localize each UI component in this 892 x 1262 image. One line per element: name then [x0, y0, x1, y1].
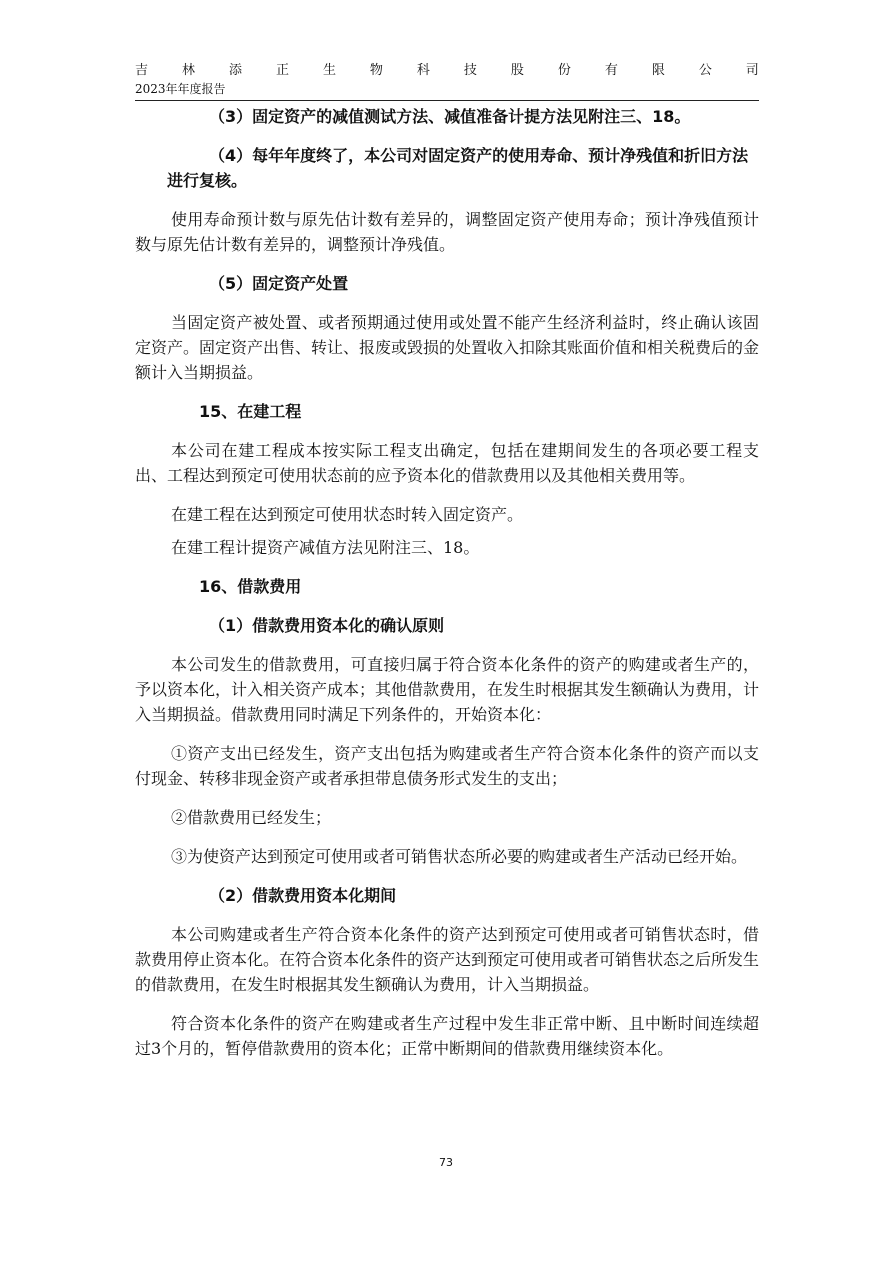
paragraph-capitalization-principle: 本公司发生的借款费用，可直接归属于符合资本化条件的资产的购建或者生产的，予以资本化，计入相关资产成本；其他借款费用，在发生时根据其发生额确认为费用，计入当期损益。借款费用同时满足下列条件的，开始资本化：	[135, 655, 760, 724]
heading-impairment: （3）固定资产的减值测试方法、减值准备计提方法见附注三、18。	[209, 107, 691, 126]
heading-construction-in-progress: 15、在建工程	[199, 402, 302, 421]
company-name	[135, 62, 759, 80]
company-char: 限	[651, 63, 665, 78]
company-char: 有	[604, 63, 618, 78]
heading-capitalization-principle: （1）借款费用资本化的确认原则	[209, 616, 445, 635]
heading-disposal: （5）固定资产处置	[209, 274, 349, 293]
paragraph-review: 使用寿命预计数与原先估计数有差异的，调整固定资产使用寿命；预计净残值预计数与原先估计数有差异的，调整预计净残值。	[135, 210, 759, 254]
paragraph-cip-cost: 本公司在建工程成本按实际工程支出确定，包括在建期间发生的各项必要工程支出、工程达到预定可使用状态前的应予资本化的借款费用以及其他相关费用等。	[135, 441, 759, 485]
header-divider	[135, 100, 759, 101]
page-number: 73	[439, 1156, 453, 1169]
paragraph-disposal: 当固定资产被处置、或者预期通过使用或处置不能产生经济利益时，终止确认该固定资产。固定资产出售、转让、报废或毁损的处置收入扣除其账面价值和相关税费后的金额计入当期损益。	[135, 313, 760, 382]
heading-annual-review: （4）每年年度终了，本公司对固定资产的使用寿命、预计净残值和折旧方法进行复核。	[167, 146, 749, 190]
company-char: 生	[322, 63, 336, 78]
page-header	[135, 62, 759, 97]
paragraph-cip-transfer: 在建工程在达到预定可使用状态时转入固定资产。	[171, 505, 524, 524]
heading-capitalization-period: （2）借款费用资本化期间	[209, 886, 397, 905]
company-char: 物	[369, 63, 383, 78]
company-char: 司	[745, 63, 759, 78]
company-char: 公	[698, 63, 712, 78]
company-char: 股	[510, 63, 524, 78]
report-title: 2023年年度报告	[135, 82, 226, 96]
paragraph-capitalization-suspend: 符合资本化条件的资产在购建或者生产过程中发生非正常中断、且中断时间连续超过3个月的，暂停借款费用的资本化；正常中断期间的借款费用继续资本化。	[135, 1014, 759, 1058]
company-char: 吉	[135, 63, 149, 78]
heading-borrowing-costs: 16、借款费用	[199, 577, 302, 596]
company-char: 添	[228, 63, 242, 78]
paragraph-capitalization-stop: 本公司购建或者生产符合资本化条件的资产达到预定可使用或者可销售状态时，借款费用停止资本化。在符合资本化条件的资产达到预定可使用或者可销售状态之后所发生的借款费用，在发生时根据其发生额确认为费用，计入当期损益。	[135, 925, 760, 994]
company-char: 技	[463, 63, 477, 78]
paragraph-condition-2: ②借款费用已经发生；	[171, 808, 332, 827]
company-char: 科	[416, 63, 430, 78]
company-char: 正	[275, 63, 289, 78]
paragraph-cip-impairment: 在建工程计提资产减值方法见附注三、18。	[171, 538, 480, 557]
paragraph-condition-3: ③为使资产达到预定可使用或者可销售状态所必要的购建或者生产活动已经开始。	[171, 847, 748, 866]
document-body	[135, 104, 759, 1061]
company-char: 份	[557, 63, 571, 78]
paragraph-condition-1: ①资产支出已经发生，资产支出包括为购建或者生产符合资本化条件的资产而以支付现金、转移非现金资产或者承担带息债务形式发生的支出；	[135, 744, 759, 788]
company-char: 林	[181, 63, 195, 78]
